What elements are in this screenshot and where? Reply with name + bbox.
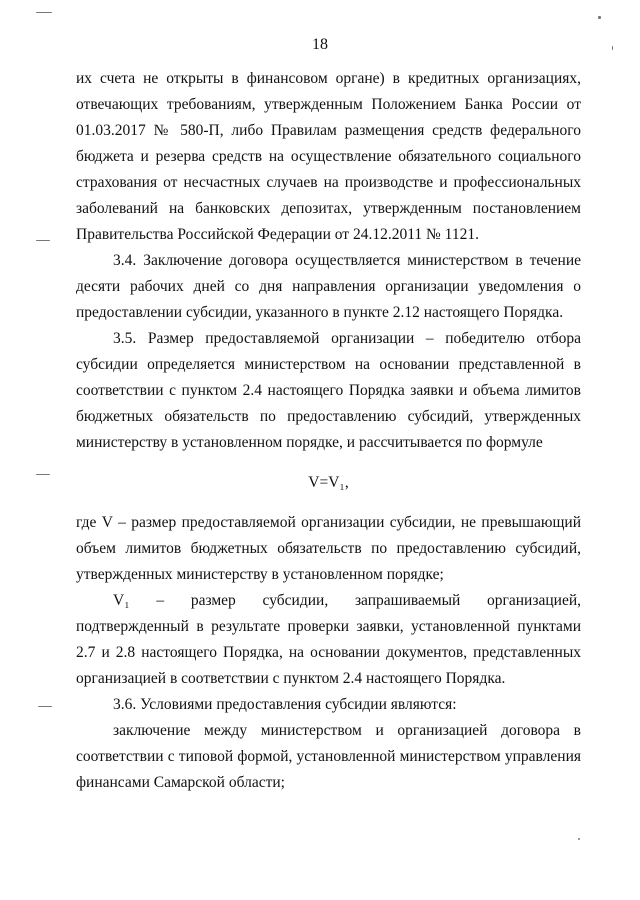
document-body [76, 66, 581, 796]
page-number: 18 [312, 36, 328, 53]
scan-artifact [36, 240, 50, 241]
paragraph-3-4: 3.4. Заключение договора осуществляется министерством в течение десяти рабочих дней со дня направления организации уведомления о предоставлении субсидии, указанного в пункте 2.12 настоящего Порядка. [76, 252, 581, 321]
paragraph-3-5: 3.5. Размер предоставляемой организации – победителю отбора субсидии определяется министерством на основании представленной в соответствии с пунктом 2.4 настоящего Порядка заявки и объема лимитов бюджетных обязательств по предоставлению субсидий, утвержденных министерству в установленном порядке, и рассчитывается по формуле [76, 330, 581, 451]
paragraph-continuation: их счета не открыты в финансовом органе) в кредитных организациях, отвечающих требованиям, утвержденным Положением Банка России от 01.03.2017 № 580-П, либо Правилам размещения средств федерального бюджета и резерва средств на осуществление обязательного социального страхования от несчастных случаев на производстве и профессиональных заболеваний на банковских депозитах, утвержденным постановлением Правительства Российской Федерации от 24.12.2011 № 1121. [76, 70, 581, 243]
scan-artifact [578, 838, 580, 840]
paragraph-3-6: 3.6. Условиями предоставления субсидии являются: [113, 696, 457, 713]
formula-definition-v: где V – размер предоставляемой организации субсидии, не превышающий объем лимитов бюджетных обязательств по предоставлению субсидий, утвержденных министерству в установленном порядке; [76, 514, 581, 583]
scan-artifact [36, 12, 52, 13]
scan-artifact [36, 474, 50, 475]
condition-item: заключение между министерством и организацией договора в соответствии с типовой формой, установленной министерством управления финансами Самарской области; [76, 722, 581, 791]
formula-definition-v1: V₁ – размер субсидии, запрашиваемый организацией, подтвержденный в результате проверки заявки, установленной пунктами 2.7 и 2.8 настоящего Порядка, на основании документов, представленных организацией в соответствии с пунктом 2.4 настоящего Порядка. [76, 592, 581, 687]
formula: V=V₁, [308, 474, 349, 491]
scan-artifact [38, 706, 52, 707]
scan-artifact [612, 46, 613, 50]
scan-artifact [598, 16, 601, 19]
